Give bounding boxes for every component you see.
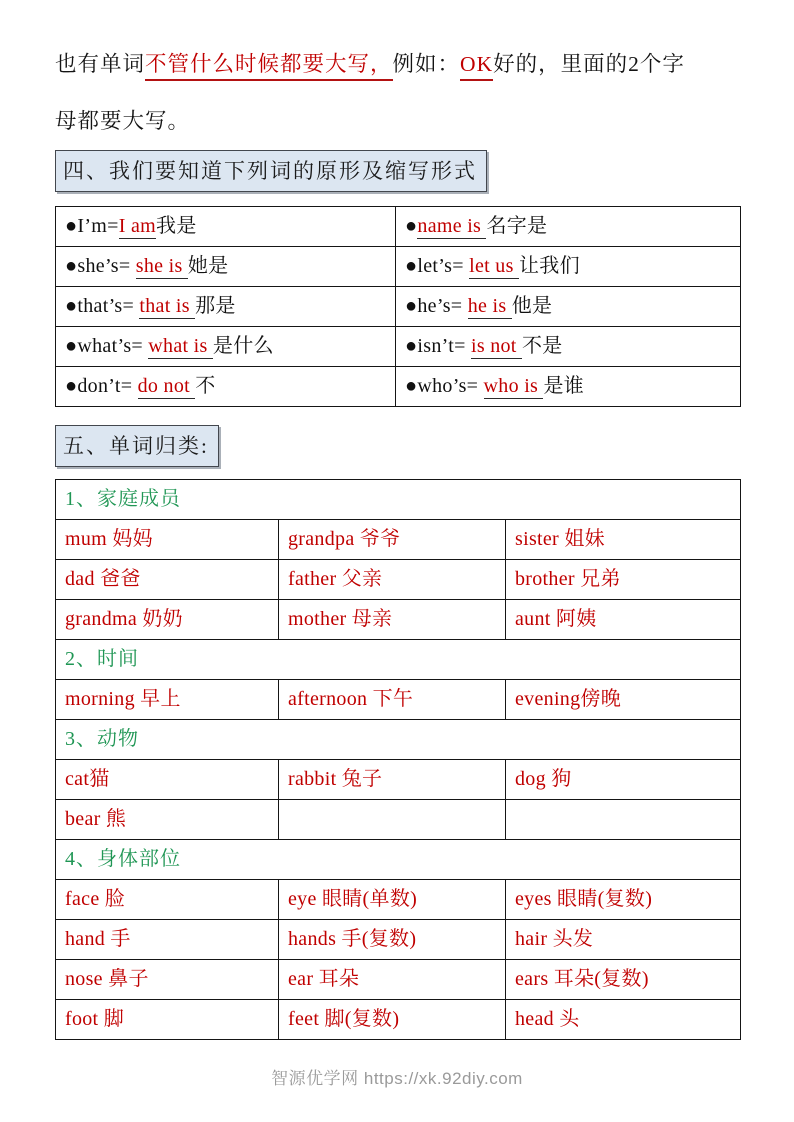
contraction-full: I am [118,215,157,237]
word-entry: morning 早上 [65,688,181,710]
word-entry: feet 脚(复数) [288,1008,400,1030]
word-entry: ears 耳朵(复数) [515,968,649,990]
contraction-cell-hes [396,287,741,327]
word-entry: eye 眼睛(单数) [288,888,418,910]
contraction-meaning: 不 [195,375,216,397]
category-header-cell-family [56,480,741,520]
intro-text-1: 也有单词 [55,52,146,76]
category-title: 1、家庭成员 [65,488,181,510]
contraction-full: he is [467,295,512,317]
word-entry: dog 狗 [515,768,572,790]
contraction-short: ●let’s= [405,255,470,277]
intro-text-2: 例如： [392,52,461,76]
word-cell [56,760,279,800]
word-entry: grandma 奶奶 [65,608,183,630]
contraction-meaning: 是什么 [212,335,274,357]
word-cell [56,680,279,720]
word-cell [506,600,741,640]
word-cell [56,960,279,1000]
intro-highlight-example: OK [460,52,493,81]
word-cell [506,760,741,800]
category-title: 4、身体部位 [65,848,181,870]
table-row [56,680,741,720]
section-heading-word-categories-label: 五、单词归类: [63,434,209,458]
word-cell-empty [279,800,506,840]
contraction-short: ●I’m= [65,215,119,237]
contraction-short: ● [405,215,418,237]
word-entry: dad 爸爸 [65,568,141,590]
word-cell [506,520,741,560]
category-header-cell-animals [56,720,741,760]
contraction-meaning: 让我们 [518,255,580,277]
word-cell [56,920,279,960]
table-row [56,367,741,407]
intro-highlight-rule: 不管什么时候都要大写， [145,52,393,81]
word-entry: mum 妈妈 [65,528,153,550]
contraction-full: that is [139,295,196,317]
word-entry: hair 头发 [515,928,594,950]
intro-paragraph [55,36,740,150]
word-entry: foot 脚 [65,1008,125,1030]
contraction-meaning: 名字是 [486,215,548,237]
contraction-short: ●who’s= [405,375,484,397]
word-entry: bear 熊 [65,808,127,830]
intro-text-3: 好的，里面的2个字 [493,52,685,76]
word-cell [279,1000,506,1040]
section-heading-contractions-label: 四、我们要知道下列词的原形及缩写形式 [63,159,477,183]
word-cell [279,960,506,1000]
contraction-full: who is [483,375,544,397]
contraction-short: ●don’t= [65,375,138,397]
word-cell [506,880,741,920]
contraction-short: ●she’s= [65,255,136,277]
table-row [56,560,741,600]
contraction-cell-im [56,207,396,247]
word-categories-table [55,479,741,1040]
word-cell [279,760,506,800]
word-entry: brother 兄弟 [515,568,621,590]
word-cell-empty [506,800,741,840]
contraction-cell-name-is [396,207,741,247]
table-row [56,920,741,960]
word-cell [506,920,741,960]
word-entry: ear 耳朵 [288,968,360,990]
table-row [56,600,741,640]
contraction-short: ●isn’t= [405,335,471,357]
word-cell [56,880,279,920]
word-cell [506,560,741,600]
category-header-row [56,840,741,880]
word-cell [279,880,506,920]
word-cell [506,1000,741,1040]
word-cell [279,600,506,640]
contraction-short: ●what’s= [65,335,149,357]
section-heading-contractions [55,150,487,192]
category-header-row [56,640,741,680]
footer-site-text: 智源优学网 https://xk.92diy.com [271,1069,523,1088]
contraction-short: ●that’s= [65,295,140,317]
contraction-cell-isnt [396,327,741,367]
word-entry: nose 鼻子 [65,968,149,990]
word-entry: father 父亲 [288,568,383,590]
contractions-table [55,206,741,407]
word-entry: face 脸 [65,888,126,910]
word-entry: hands 手(复数) [288,928,417,950]
word-cell [56,1000,279,1040]
contraction-cell-dont [56,367,396,407]
section-heading-word-categories [55,425,219,467]
table-row [56,1000,741,1040]
word-cell [56,520,279,560]
word-cell [279,680,506,720]
word-cell [279,560,506,600]
contraction-meaning: 是谁 [543,375,585,397]
contraction-meaning: 不是 [521,335,563,357]
footer [0,1064,794,1089]
table-row [56,800,741,840]
word-cell [279,920,506,960]
contraction-full: what is [148,335,213,357]
table-row [56,287,741,327]
contraction-full: name is [417,215,487,237]
word-entry: aunt 阿姨 [515,608,597,630]
word-entry: cat猫 [65,768,110,790]
table-row [56,207,741,247]
word-entry: rabbit 兔子 [288,768,383,790]
contraction-cell-shes [56,247,396,287]
word-entry: head 头 [515,1008,580,1030]
contraction-meaning: 我是 [156,215,197,237]
category-header-cell-time [56,640,741,680]
word-entry: sister 姐妹 [515,528,605,550]
word-cell [56,800,279,840]
word-entry: afternoon 下午 [288,688,414,710]
word-cell [506,960,741,1000]
word-cell [56,560,279,600]
category-header-row [56,720,741,760]
table-row [56,960,741,1000]
word-entry: eyes 眼睛(复数) [515,888,653,910]
intro-text-4: 母都要大写。 [55,109,191,133]
contraction-meaning: 他是 [511,295,553,317]
category-header-cell-body-parts [56,840,741,880]
contraction-full: do not [137,375,196,397]
word-entry: evening傍晚 [515,688,622,710]
table-row [56,327,741,367]
word-entry: mother 母亲 [288,608,393,630]
word-cell [279,520,506,560]
contraction-full: is not [470,335,522,357]
contraction-short: ●he’s= [405,295,468,317]
contraction-cell-whats [56,327,396,367]
word-entry: grandpa 爷爷 [288,528,401,550]
contraction-full: let us [469,255,519,277]
word-cell [506,680,741,720]
category-title: 2、时间 [65,648,139,670]
table-row [56,520,741,560]
table-row [56,880,741,920]
category-header-row [56,480,741,520]
contraction-cell-lets [396,247,741,287]
contraction-meaning: 那是 [195,295,236,317]
table-row [56,247,741,287]
contraction-cell-thats [56,287,396,327]
table-row [56,760,741,800]
word-cell [56,600,279,640]
word-entry: hand 手 [65,928,131,950]
contraction-full: she is [135,255,188,277]
contraction-meaning: 她是 [187,255,229,277]
category-title: 3、动物 [65,728,139,750]
contraction-cell-whos [396,367,741,407]
